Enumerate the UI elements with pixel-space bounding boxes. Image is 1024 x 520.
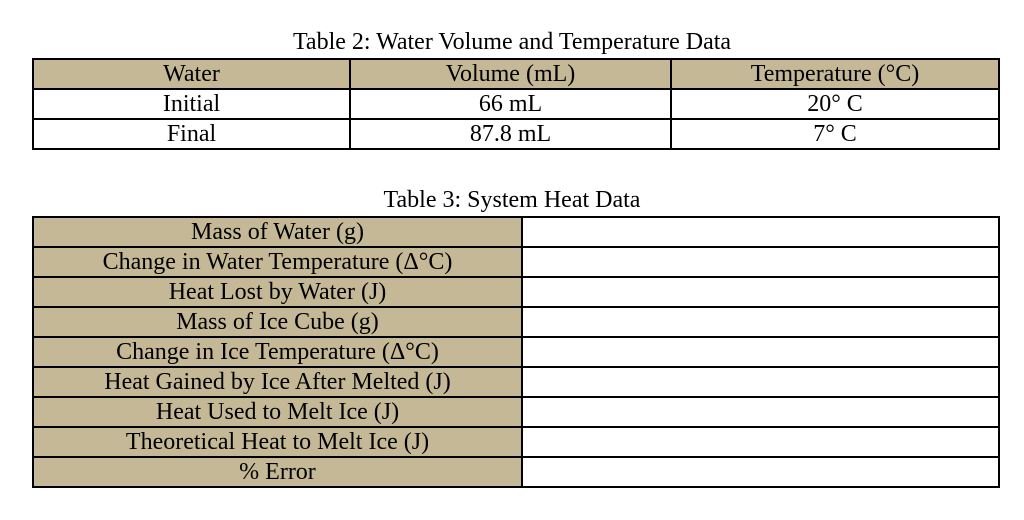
table-row (33, 217, 999, 247)
heat-lost-by-water-value[interactable] (522, 277, 999, 307)
header-water: Water (33, 59, 350, 89)
row-label-final: Final (33, 119, 350, 149)
heat-gained-by-ice-value[interactable] (522, 367, 999, 397)
heat-to-melt-ice-label: Heat Used to Melt Ice (J) (33, 397, 522, 427)
water-volume-temperature-table (32, 58, 1000, 150)
table-row (33, 307, 999, 337)
theoretical-heat-label: Theoretical Heat to Melt Ice (J) (33, 427, 522, 457)
theoretical-heat-value[interactable] (522, 427, 999, 457)
mass-of-water-label: Mass of Water (g) (33, 217, 522, 247)
table3-title: Table 3: System Heat Data (383, 187, 641, 213)
final-temperature: 7° C (671, 119, 999, 149)
table-row (33, 277, 999, 307)
mass-of-ice-cube-value[interactable] (522, 307, 999, 337)
table-row (33, 367, 999, 397)
initial-volume: 66 mL (350, 89, 671, 119)
table-row (33, 119, 999, 149)
header-volume: Volume (mL) (350, 59, 671, 89)
initial-temperature: 20° C (671, 89, 999, 119)
heat-to-melt-ice-value[interactable] (522, 397, 999, 427)
table-row (33, 427, 999, 457)
table-row (33, 337, 999, 367)
heat-lost-by-water-label: Heat Lost by Water (J) (33, 277, 522, 307)
change-ice-temp-value[interactable] (522, 337, 999, 367)
final-volume: 87.8 mL (350, 119, 671, 149)
table2-title: Table 2: Water Volume and Temperature Data (292, 29, 732, 55)
change-water-temp-value[interactable] (522, 247, 999, 277)
change-water-temp-label: Change in Water Temperature (Δ°C) (33, 247, 522, 277)
row-label-initial: Initial (33, 89, 350, 119)
table-row (33, 247, 999, 277)
heat-gained-by-ice-label: Heat Gained by Ice After Melted (J) (33, 367, 522, 397)
table-row (33, 89, 999, 119)
mass-of-water-value[interactable] (522, 217, 999, 247)
percent-error-label: % Error (33, 457, 522, 487)
system-heat-table (32, 216, 1000, 488)
table-row (33, 397, 999, 427)
change-ice-temp-label: Change in Ice Temperature (Δ°C) (33, 337, 522, 367)
percent-error-value[interactable] (522, 457, 999, 487)
mass-of-ice-cube-label: Mass of Ice Cube (g) (33, 307, 522, 337)
table-row (33, 457, 999, 487)
header-temperature: Temperature (°C) (671, 59, 999, 89)
table2-header-row (33, 59, 999, 89)
